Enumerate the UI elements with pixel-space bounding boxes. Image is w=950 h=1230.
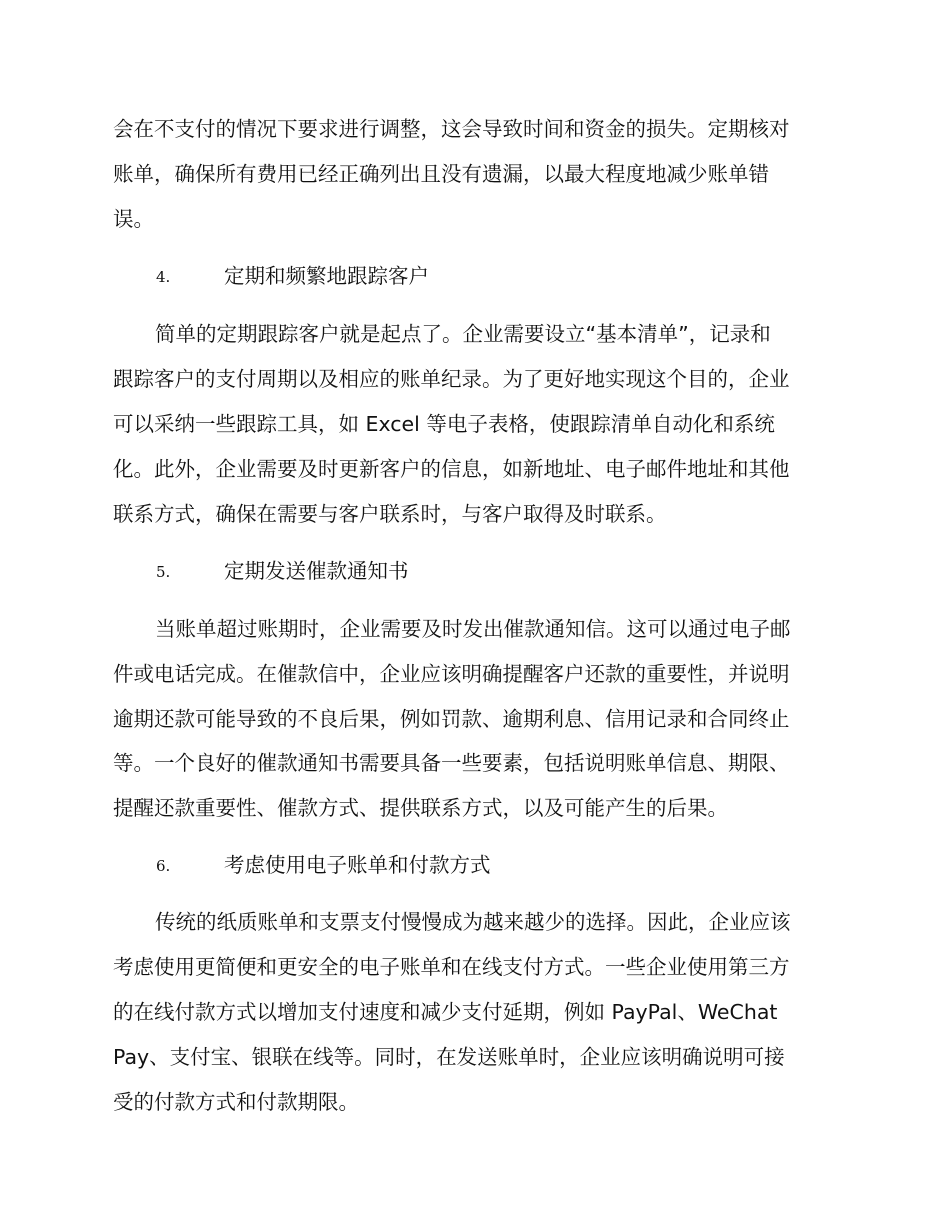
paragraph-line: 件或电话完成。在催款信中，企业应该明确提醒客户还款的重要性，并说明 (113, 662, 790, 686)
section-number: 5. (156, 563, 171, 581)
paragraph-line: 提醒还款重要性、催款方式、提供联系方式，以及可能产生的后果。 (113, 796, 728, 820)
paragraph-line: 化。此外，企业需要及时更新客户的信息，如新地址、电子邮件地址和其他 (113, 457, 790, 481)
paragraph-line: 简单的定期跟踪客户就是起点了。企业需要设立“基本清单”，记录和 (155, 322, 771, 346)
section-heading: 定期发送催款通知书 (224, 559, 409, 583)
paragraph-line: 考虑使用更简便和更安全的电子账单和在线支付方式。一些企业使用第三方 (113, 955, 790, 979)
paragraph-line: 等。一个良好的催款通知书需要具备一些要素，包括说明账单信息、期限、 (113, 751, 790, 775)
paragraph-line: 跟踪客户的支付周期以及相应的账单纪录。为了更好地实现这个目的，企业 (113, 367, 790, 391)
paragraph-line: 误。 (113, 207, 154, 231)
paragraph-line: 受的付款方式和付款期限。 (113, 1090, 359, 1114)
paragraph-line: 的在线付款方式以增加支付速度和减少支付延期，例如 PayPal、WeChat (113, 1000, 778, 1024)
paragraph-line: 可以采纳一些跟踪工具，如 Excel 等电子表格，使跟踪清单自动化和系统 (113, 412, 775, 436)
section-heading: 考虑使用电子账单和付款方式 (224, 853, 491, 877)
paragraph-line: 当账单超过账期时，企业需要及时发出催款通知信。这可以通过电子邮 (155, 617, 791, 641)
paragraph-line: 传统的纸质账单和支票支付慢慢成为越来越少的选择。因此，企业应该 (155, 910, 791, 934)
paragraph-line: Pay、支付宝、银联在线等。同时，在发送账单时，企业应该明确说明可接 (113, 1045, 785, 1069)
section-number: 6. (156, 857, 171, 875)
section-number: 4. (156, 268, 171, 286)
paragraph-line: 会在不支付的情况下要求进行调整，这会导致时间和资金的损失。定期核对 (113, 117, 790, 141)
paragraph-line: 联系方式，确保在需要与客户联系时，与客户取得及时联系。 (113, 502, 667, 526)
paragraph-line: 账单，确保所有费用已经正确列出且没有遗漏，以最大程度地减少账单错 (113, 162, 769, 186)
paragraph-line: 逾期还款可能导致的不良后果，例如罚款、逾期利息、信用记录和合同终止 (113, 707, 790, 731)
section-heading: 定期和频繁地跟踪客户 (224, 264, 429, 288)
